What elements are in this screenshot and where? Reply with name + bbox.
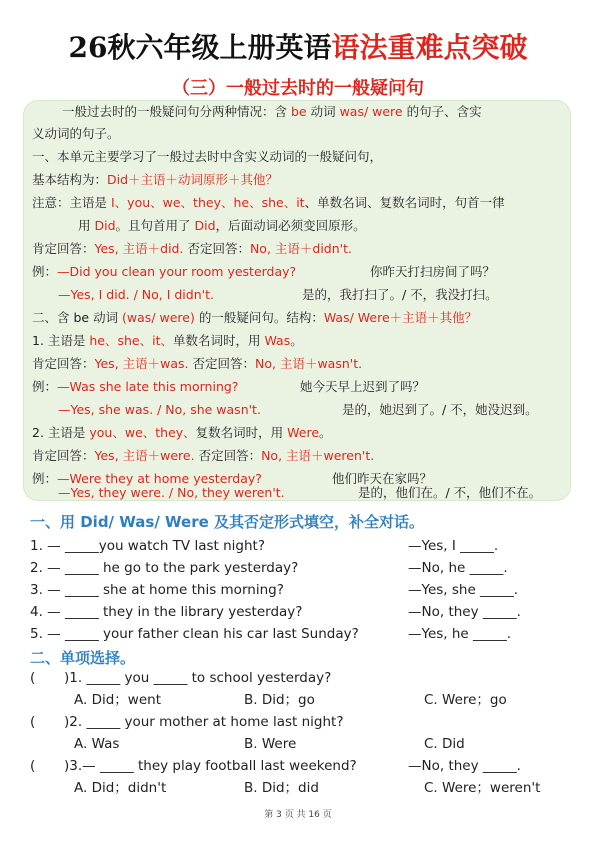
- s2-option-2b: B. Were: [244, 736, 297, 752]
- s2-option-3c: C. Were；weren't: [424, 780, 541, 796]
- s1-answer-4: —No, they _____.: [408, 604, 521, 620]
- s2-question-2: )2. _____ your mother at home last night?: [64, 714, 344, 730]
- page-subtitle: （三）一般过去时的一般疑问句: [172, 78, 424, 99]
- note-line-7: 肯定回答：Yes, 主语＋did. 否定回答：No, 主语＋didn't.: [32, 241, 352, 256]
- s1-answer-5: —Yes, he _____.: [408, 626, 512, 642]
- s2-option-1a: A. Did；went: [74, 692, 161, 708]
- grammar-notes-box: [24, 101, 570, 500]
- s1-answer-3: —Yes, she _____.: [408, 582, 519, 598]
- note-line-6: 用 Did。且句首用了 Did，后面动词必须变回原形。: [78, 218, 366, 233]
- s2-question-1: )1. _____ you _____ to school yesterday?: [64, 670, 332, 686]
- s2-paren-1: (: [30, 670, 36, 686]
- s2-paren-2: (: [30, 714, 36, 730]
- section2-heading: 二、单项选择。: [30, 649, 136, 667]
- note-line-1: 一般过去时的一般疑问句分两种情况：含 be 动词 was/ were 的句子、含实: [62, 104, 482, 119]
- s2-option-3b: B. Did；did: [244, 780, 319, 796]
- section1-heading: 一、用 Did/ Was/ Were 及其否定形式填空，补全对话。: [30, 513, 424, 531]
- s2-option-3a: A. Did；didn't: [74, 780, 167, 796]
- s1-question-2: 2. — _____ he go to the park yesterday?: [30, 560, 299, 576]
- s2-option-2a: A. Was: [74, 736, 120, 752]
- s1-question-3: 3. — _____ she at home this morning?: [30, 582, 284, 598]
- title-black: 26秋六年级上册英语: [68, 31, 332, 64]
- s1-question-1: 1. — _____you watch TV last night?: [30, 538, 265, 554]
- note-line-17: 例：—Were they at home yesterday? 他们昨天在家吗？: [32, 471, 433, 486]
- s2-option-1b: B. Did；go: [244, 692, 315, 708]
- s2-paren-3: (: [30, 758, 36, 774]
- s2-option-2c: C. Did: [424, 736, 465, 752]
- note-line-13: 例：—Was she late this morning? 她今天早上迟到了吗？: [32, 379, 426, 394]
- note-line-15: 2. 主语是 you、we、they、复数名词时，用 Were。: [32, 425, 332, 440]
- title-red: 语法重难点突破: [331, 31, 528, 64]
- note-line-11: 1. 主语是 he、she、it、单数名词时，用 Was。: [32, 333, 303, 348]
- note-line-2: 义动词的句子。: [32, 126, 120, 141]
- note-line-3: 一、本单元主要学习了一般过去时中含实义动词的一般疑问句，: [32, 149, 383, 164]
- page-footer: 第 3 页 共 16 页: [264, 810, 332, 820]
- s2-answer-3: —No, they _____.: [408, 758, 521, 774]
- note-line-10: 二、含 be 动词 (was/ were) 的一般疑问句。结构：Was/ Were＋主语＋其他？: [32, 310, 478, 325]
- s1-answer-1: —Yes, I _____.: [408, 538, 499, 554]
- note-line-9: —Yes, I did. / No, I didn't. 是的，我打扫了。/ 不，我没打扫。: [58, 287, 498, 302]
- note-line-8: 例：—Did you clean your room yesterday? 你昨天打扫房间了吗？: [32, 264, 496, 279]
- note-line-4: 基本结构为：Did＋主语＋动词原形＋其他？: [32, 172, 279, 187]
- s2-question-3: )3.— _____ they play football last weekend?: [64, 758, 357, 774]
- note-line-5: 注意：主语是 I、you、we、they、he、she、it、单数名词、复数名词时，句首一律: [32, 195, 505, 210]
- note-line-18: —Yes, they were. / No, they weren't. 是的，他们在。/ 不，他们不在。: [58, 485, 542, 500]
- page-title: [0, 30, 596, 66]
- s2-option-1c: C. Were；go: [424, 692, 507, 708]
- s1-answer-2: —No, he _____.: [408, 560, 508, 576]
- s1-question-5: 5. — _____ your father clean his car last Sunday?: [30, 626, 359, 642]
- s1-question-4: 4. — _____ they in the library yesterday?: [30, 604, 303, 620]
- note-line-12: 肯定回答：Yes, 主语＋was. 否定回答：No, 主语＋wasn't.: [32, 356, 363, 371]
- note-line-14: —Yes, she was. / No, she wasn't. 是的，她迟到了。/ 不，她没迟到。: [58, 402, 538, 417]
- note-line-16: 肯定回答：Yes, 主语＋were. 否定回答：No, 主语＋weren't.: [32, 448, 375, 463]
